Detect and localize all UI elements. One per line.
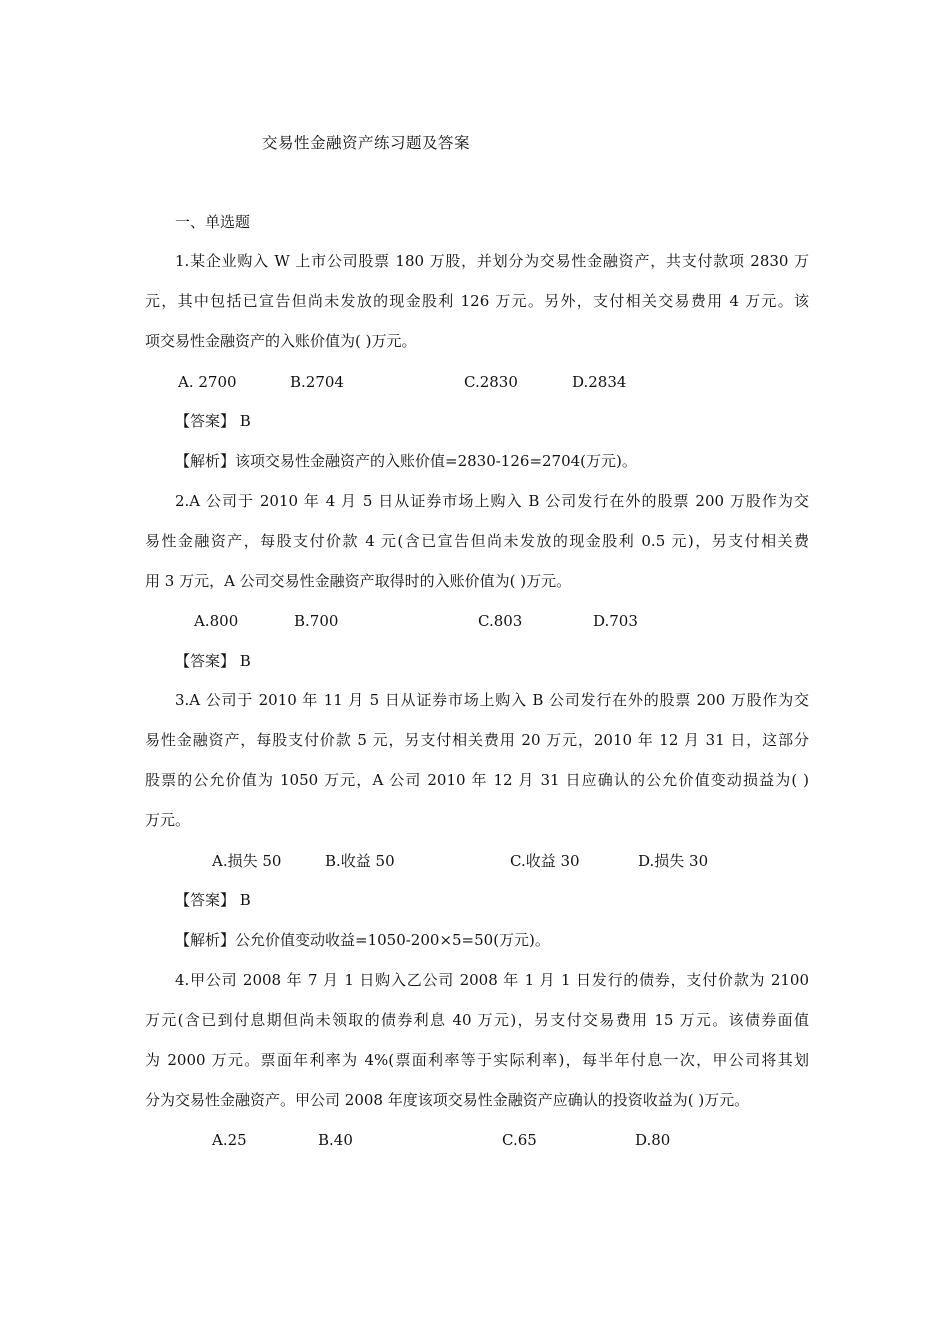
question-1-analysis: 【解析】该项交易性金融资产的入账价值=2830-126=2704(万元)。 (175, 452, 637, 470)
option-c: C.65 (502, 1131, 537, 1149)
question-3-answer: 【答案】 B (175, 891, 251, 909)
question-4-line: 万元(含已到付息期但尚未领取的债券利息 40 万元)，另支付交易费用 15 万元。该债券面值 (145, 1011, 809, 1029)
question-3-line: 股票的公允价值为 1050 万元，A 公司 2010 年 12 月 31 日应确认的公允价值变动损益为( ) (145, 771, 809, 789)
question-4-line: 4.甲公司 2008 年 7 月 1 日购入乙公司 2008 年 1 月 1 日发行的债券，支付价款为 2100 (175, 971, 809, 989)
question-4-line: 分为交易性金融资产。甲公司 2008 年度该项交易性金融资产应确认的投资收益为( )万元。 (145, 1091, 750, 1109)
question-4-stem (145, 970, 809, 1130)
option-d: D.80 (635, 1131, 671, 1149)
option-a: A.损失 50 (212, 852, 282, 870)
document-title: 交易性金融资产练习题及答案 (262, 134, 471, 152)
option-a: A. 2700 (178, 373, 237, 391)
question-1-answer: 【答案】 B (175, 412, 251, 430)
question-3-stem (145, 690, 809, 850)
option-d: D.损失 30 (638, 852, 709, 870)
option-a: A.25 (212, 1131, 247, 1149)
option-b: B.2704 (290, 373, 344, 391)
option-c: C.2830 (464, 373, 518, 391)
question-2-answer: 【答案】 B (175, 652, 251, 670)
question-3-analysis: 【解析】公允价值变动收益=1050-200×5=50(万元)。 (175, 931, 550, 949)
option-d: D.2834 (572, 373, 627, 391)
question-4-line: 为 2000 万元。票面年利率为 4%(票面利率等于实际利率)，每半年付息一次，甲公司将其划 (145, 1051, 809, 1069)
question-4-options (0, 1130, 950, 1150)
question-2-line: 用 3 万元，A 公司交易性金融资产取得时的入账价值为( )万元。 (145, 572, 572, 590)
question-1-options (0, 372, 950, 392)
question-3-line: 3.A 公司于 2010 年 11 月 5 日从证券市场上购入 B 公司发行在外的股票 200 万股作为交 (175, 691, 809, 709)
question-1-line: 项交易性金融资产的入账价值为( )万元。 (145, 332, 417, 350)
option-d: D.703 (593, 612, 638, 630)
option-c: C.803 (478, 612, 523, 630)
question-1-line: 1.某企业购入 W 上市公司股票 180 万股，并划分为交易性金融资产，共支付款项 2830 万 (175, 252, 809, 270)
option-b: B.收益 50 (325, 852, 395, 870)
question-3-line: 万元。 (145, 811, 191, 829)
question-1-stem (145, 251, 809, 371)
question-2-options (0, 611, 950, 631)
question-3-line: 易性金融资产，每股支付价款 5 元，另支付相关费用 20 万元，2010 年 12 月 31 日，这部分 (145, 731, 809, 749)
section-heading: 一、单选题 (175, 213, 251, 231)
option-b: B.700 (294, 612, 339, 630)
option-a: A.800 (194, 612, 239, 630)
option-c: C.收益 30 (510, 852, 580, 870)
question-2-line: 2.A 公司于 2010 年 4 月 5 日从证券市场上购入 B 公司发行在外的股票 200 万股作为交 (175, 492, 809, 510)
option-b: B.40 (318, 1131, 353, 1149)
question-3-options (0, 851, 950, 871)
question-2-line: 易性金融资产，每股支付价款 4 元(含已宣告但尚未发放的现金股利 0.5 元)，另支付相关费 (145, 532, 809, 550)
question-2-stem (145, 491, 809, 611)
question-1-line: 元，其中包括已宣告但尚未发放的现金股利 126 万元。另外，支付相关交易费用 4 万元。该 (145, 292, 809, 310)
